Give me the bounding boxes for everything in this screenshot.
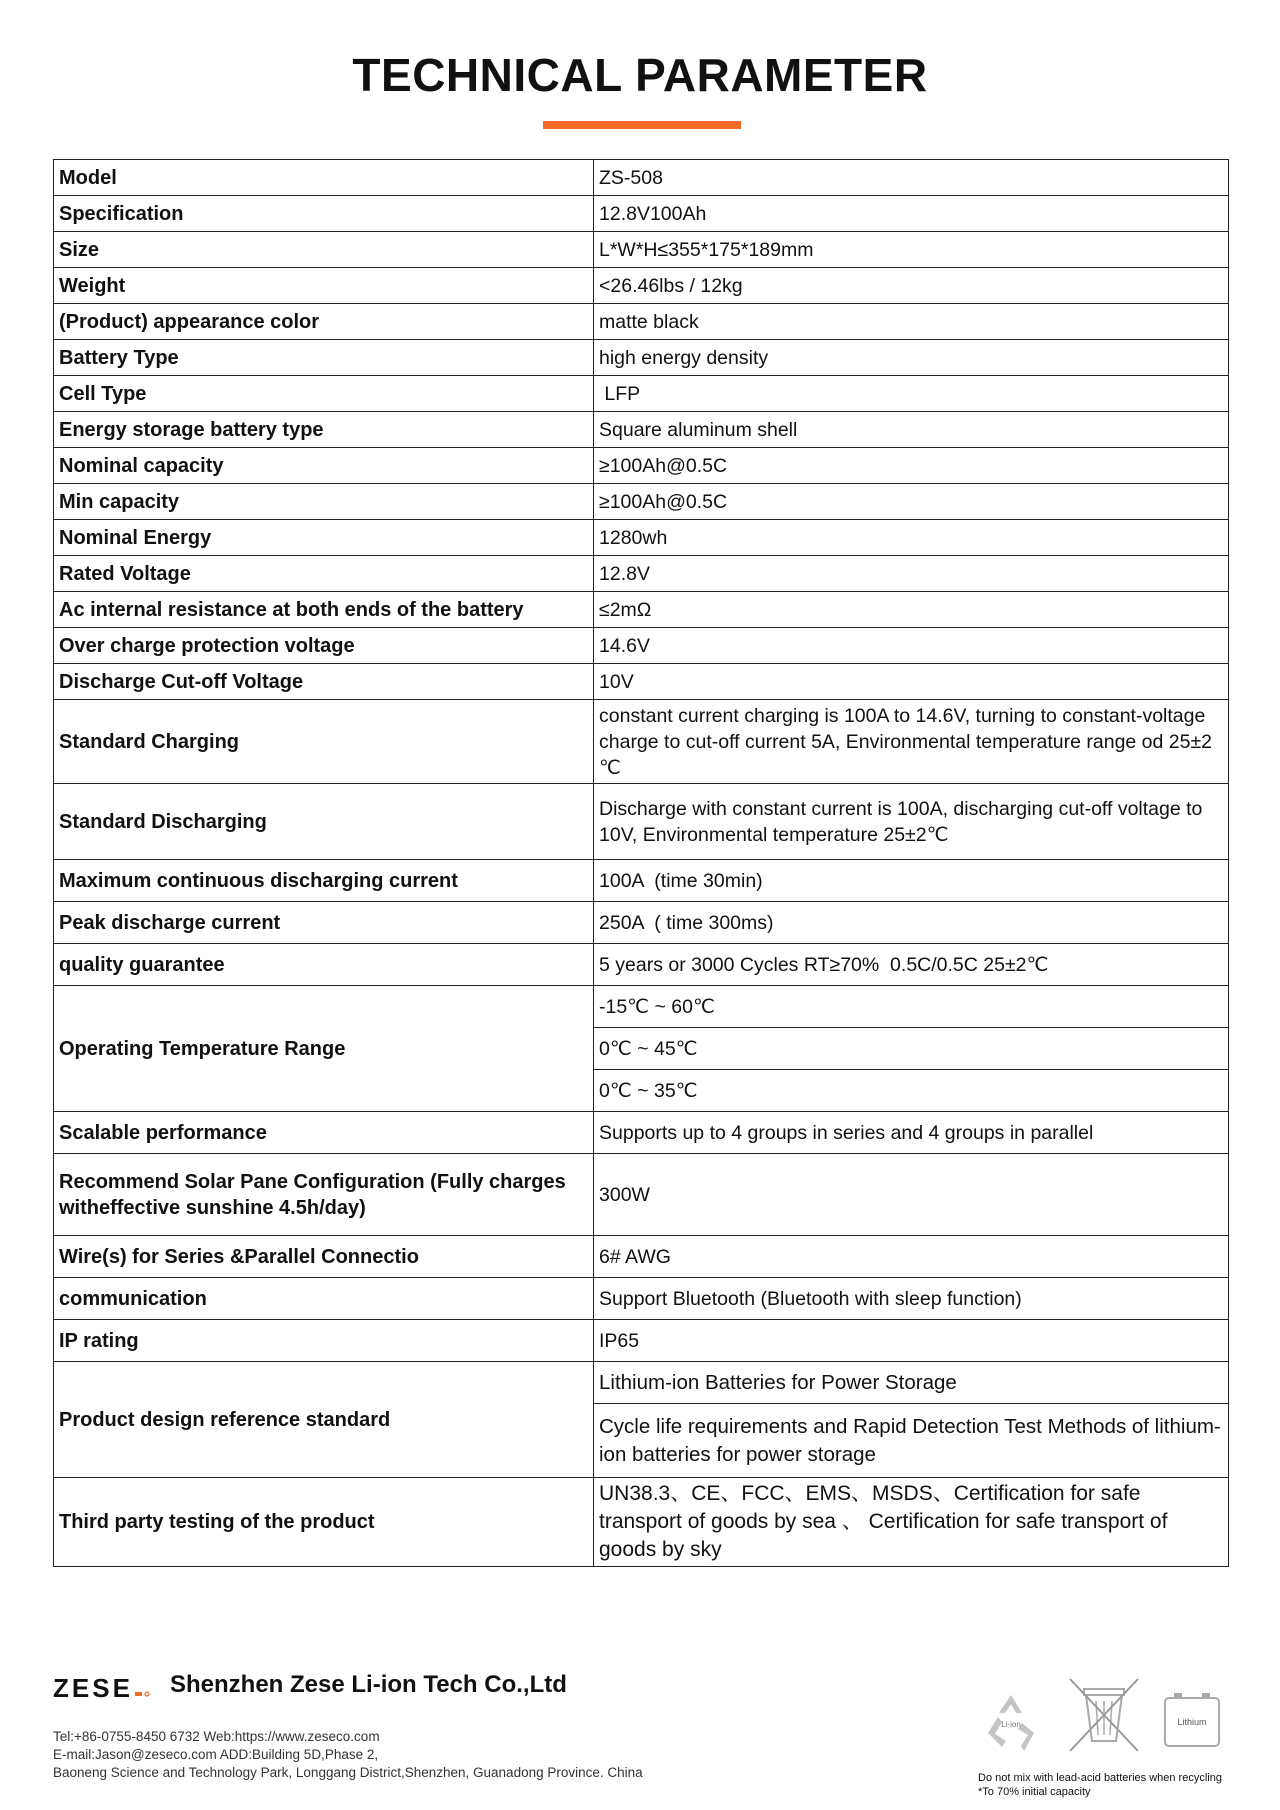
param-label: Min capacity: [54, 484, 594, 520]
param-value: 0℃ ~ 35℃: [594, 1070, 1229, 1112]
table-row: [54, 860, 1229, 902]
footer: [53, 1665, 1229, 1805]
param-value: Square aluminum shell: [594, 412, 1229, 448]
param-label: Over charge protection voltage: [54, 628, 594, 664]
note-line-2: *To 70% initial capacity: [978, 1786, 1091, 1798]
recycling-note: [978, 1771, 1222, 1799]
param-label: Ac internal resistance at both ends of the battery: [54, 592, 594, 628]
table-row: [54, 412, 1229, 448]
param-label: Rated Voltage: [54, 556, 594, 592]
table-row: [54, 196, 1229, 232]
table-row: [54, 556, 1229, 592]
param-label: Specification: [54, 196, 594, 232]
param-label: Battery Type: [54, 340, 594, 376]
contact-info: [53, 1728, 643, 1782]
param-value: Discharge with constant current is 100A, discharging cut-off voltage to 10V, Environmental temperature 25±2℃: [594, 784, 1229, 860]
table-row: [54, 448, 1229, 484]
param-value: Lithium-ion Batteries for Power Storage: [594, 1362, 1229, 1404]
param-value: <26.46lbs / 12kg: [594, 268, 1229, 304]
param-value: constant current charging is 100A to 14.6V, turning to constant-voltage charge to cut-off current 5A, Environmental temperature range od 25±2 ℃: [594, 700, 1229, 784]
table-row: [54, 304, 1229, 340]
table-row: [54, 1362, 1229, 1404]
param-label: Standard Discharging: [54, 784, 594, 860]
table-row: [54, 592, 1229, 628]
param-label: Model: [54, 160, 594, 196]
param-label: IP rating: [54, 1320, 594, 1362]
param-value: Support Bluetooth (Bluetooth with sleep function): [594, 1278, 1229, 1320]
svg-text:ZESE: ZESE: [53, 1673, 133, 1701]
table-row: [54, 484, 1229, 520]
param-value: Cycle life requirements and Rapid Detection Test Methods of lithium-ion batteries for power storage: [594, 1404, 1229, 1478]
table-row: [54, 232, 1229, 268]
contact-address: Baoneng Science and Technology Park, Longgang District,Shenzhen, Guanadong Province. China: [53, 1765, 643, 1780]
param-value: matte black: [594, 304, 1229, 340]
table-row: [54, 268, 1229, 304]
param-value: 300W: [594, 1154, 1229, 1236]
table-row: [54, 160, 1229, 196]
page-title: TECHNICAL PARAMETER: [352, 49, 928, 101]
table-row: [54, 1278, 1229, 1320]
param-label: Operating Temperature Range: [54, 986, 594, 1112]
crossed-bin-icon: [1066, 1675, 1142, 1755]
param-value: 1280wh: [594, 520, 1229, 556]
param-value: 6# AWG: [594, 1236, 1229, 1278]
param-value: high energy density: [594, 340, 1229, 376]
table-row: [54, 784, 1229, 860]
zese-logo-icon: [53, 1673, 153, 1701]
param-value: 14.6V: [594, 628, 1229, 664]
contact-email: E-mail:Jason@zeseco.com ADD:Building 5D,Phase 2,: [53, 1747, 379, 1762]
param-value: ZS-508: [594, 160, 1229, 196]
param-label: Nominal capacity: [54, 448, 594, 484]
table-row: [54, 628, 1229, 664]
param-value: IP65: [594, 1320, 1229, 1362]
param-value: L*W*H≤355*175*189mm: [594, 232, 1229, 268]
param-label: Energy storage battery type: [54, 412, 594, 448]
contact-tel-web: Tel:+86-0755-8450 6732 Web:https://www.zeseco.com: [53, 1729, 380, 1744]
param-label: (Product) appearance color: [54, 304, 594, 340]
param-value: Supports up to 4 groups in series and 4 groups in parallel: [594, 1112, 1229, 1154]
param-label: Third party testing of the product: [54, 1478, 594, 1567]
param-label: Cell Type: [54, 376, 594, 412]
param-label: Maximum continuous discharging current: [54, 860, 594, 902]
param-value: 12.8V: [594, 556, 1229, 592]
param-value: ≥100Ah@0.5C: [594, 448, 1229, 484]
table-row: [54, 1236, 1229, 1278]
table-row: [54, 1154, 1229, 1236]
table-row: [54, 1478, 1229, 1567]
table-row: [54, 1112, 1229, 1154]
param-label: Weight: [54, 268, 594, 304]
param-label: Discharge Cut-off Voltage: [54, 664, 594, 700]
param-value: LFP: [594, 376, 1229, 412]
table-row: [54, 376, 1229, 412]
param-label: Product design reference standard: [54, 1362, 594, 1478]
param-value: -15℃ ~ 60℃: [594, 986, 1229, 1028]
param-value: 250A ( time 300ms): [594, 902, 1229, 944]
param-value: ≤2mΩ: [594, 592, 1229, 628]
param-value: 10V: [594, 664, 1229, 700]
param-value: 100A (time 30min): [594, 860, 1229, 902]
param-value: 0℃ ~ 45℃: [594, 1028, 1229, 1070]
table-row: [54, 986, 1229, 1028]
table-row: [54, 902, 1229, 944]
param-value: ≥100Ah@0.5C: [594, 484, 1229, 520]
param-label: communication: [54, 1278, 594, 1320]
parameter-table: [53, 159, 1229, 1567]
table-row: [54, 340, 1229, 376]
svg-text:Li-ion: Li-ion: [1001, 1720, 1021, 1729]
company-name: Shenzhen Zese Li-ion Tech Co.,Ltd: [170, 1671, 567, 1698]
table-row: [54, 700, 1229, 784]
param-label: Recommend Solar Pane Configuration (Fully charges witheffective sunshine 4.5h/day): [54, 1154, 594, 1236]
table-row: [54, 944, 1229, 986]
param-label: Standard Charging: [54, 700, 594, 784]
param-value: 5 years or 3000 Cycles RT≥70% 0.5C/0.5C 25±2℃: [594, 944, 1229, 986]
param-value: UN38.3、CE、FCC、EMS、MSDS、Certification for safe transport of goods by sea 、 Certification for safe transport of goods by sky: [594, 1478, 1229, 1567]
compliance-icons: [978, 1675, 1228, 1805]
table-row: [54, 1320, 1229, 1362]
recycle-icon: [978, 1689, 1044, 1755]
param-label: quality guarantee: [54, 944, 594, 986]
param-label: Peak discharge current: [54, 902, 594, 944]
note-line-1: Do not mix with lead-acid batteries when recycling: [978, 1772, 1222, 1784]
table-row: [54, 664, 1229, 700]
param-label: Nominal Energy: [54, 520, 594, 556]
table-row: [54, 520, 1229, 556]
param-label: Scalable performance: [54, 1112, 594, 1154]
title-underline: [543, 121, 741, 129]
svg-text:Lithium: Lithium: [1177, 1717, 1207, 1727]
param-label: Size: [54, 232, 594, 268]
param-value: 12.8V100Ah: [594, 196, 1229, 232]
lithium-battery-icon: [1162, 1691, 1222, 1749]
param-label: Wire(s) for Series &Parallel Connectio: [54, 1236, 594, 1278]
